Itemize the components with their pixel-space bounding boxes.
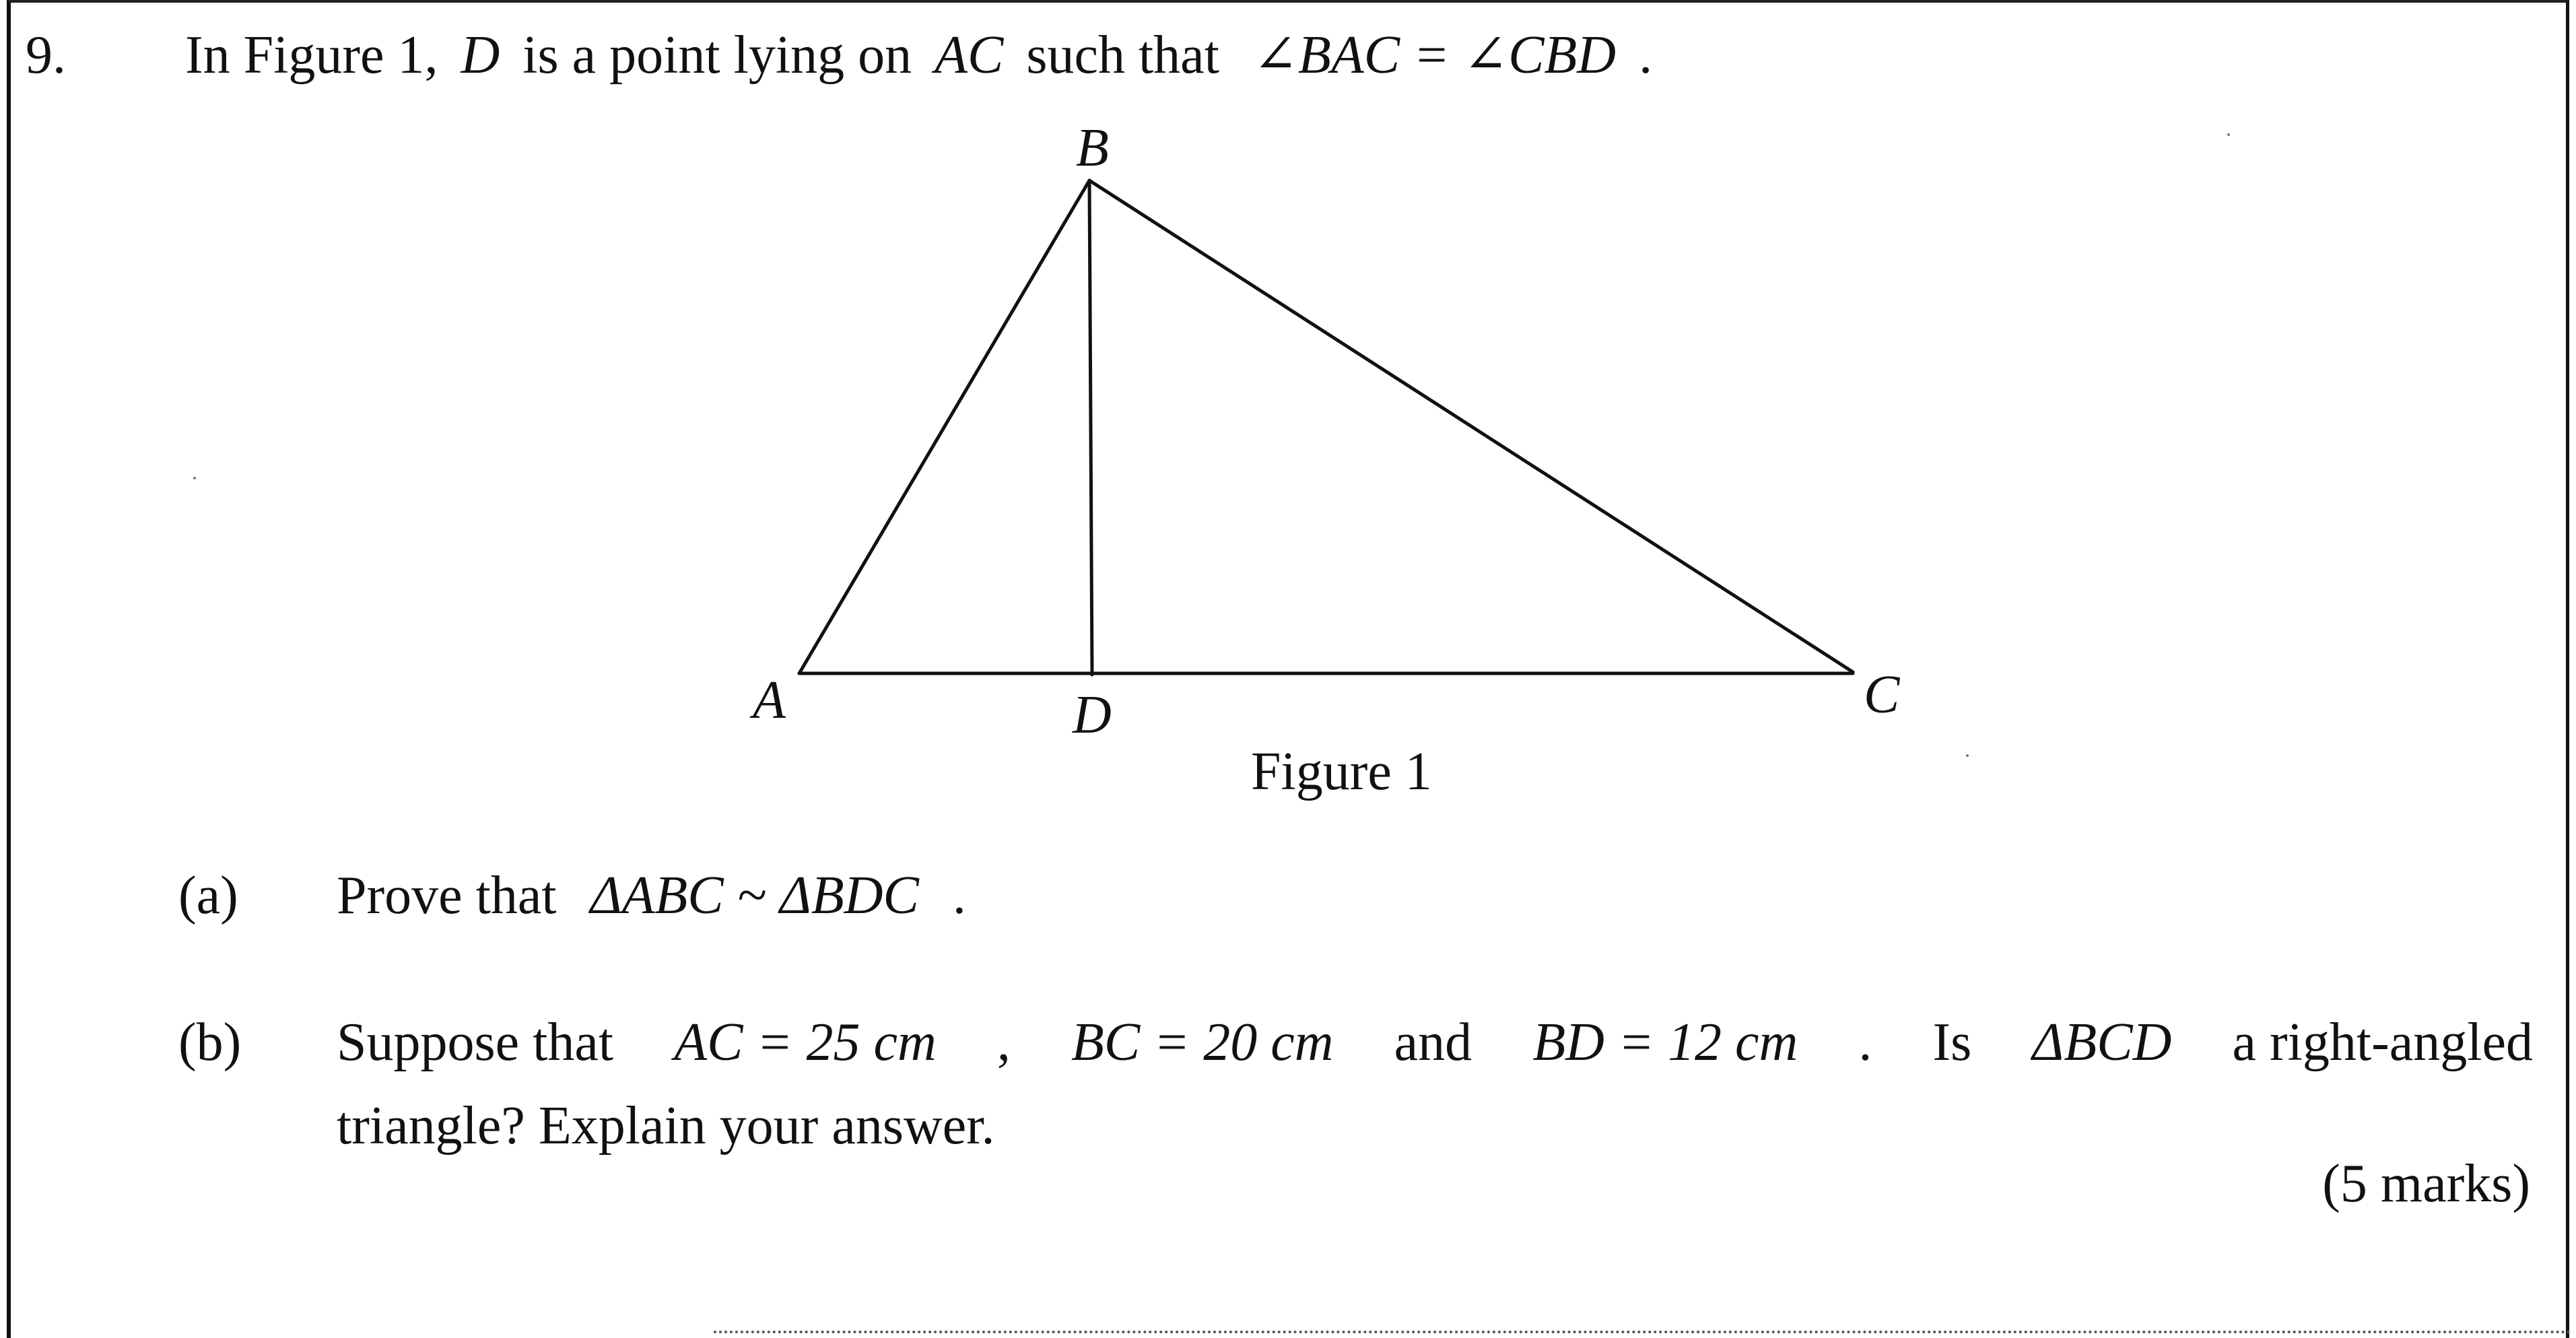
part-b-line-1 — [337, 1013, 2533, 1072]
segment-ab — [799, 180, 1089, 673]
segment-bc — [1089, 180, 1853, 672]
marks-allocation: (5 marks) — [2322, 1154, 2530, 1213]
scan-speck — [2227, 133, 2230, 136]
scan-speck — [1966, 754, 1969, 757]
segment-bd — [1089, 180, 1092, 675]
point-label-b: B — [1076, 119, 1109, 178]
part-b-is: Is — [1932, 1013, 1972, 1072]
stem-math-angle-equation: ∠BAC = ∠CBD — [1252, 26, 1617, 85]
part-b-period: . — [1858, 1013, 1872, 1072]
figure-caption: Figure 1 — [1251, 742, 1432, 801]
question-number: 9. — [26, 26, 66, 85]
part-a-text — [337, 866, 966, 925]
part-a-prompt: Prove that — [337, 866, 557, 925]
stem-math-d: D — [461, 26, 500, 85]
part-b-line-2: triangle? Explain your answer. — [337, 1096, 995, 1156]
part-b-tail: a right-angled — [2232, 1013, 2533, 1072]
part-a-similarity: ΔABC ~ ΔBDC — [590, 866, 919, 925]
part-b-label: (b) — [178, 1013, 242, 1072]
point-label-c: C — [1864, 665, 1900, 725]
point-label-a: A — [753, 671, 786, 730]
part-b-comma: , — [996, 1013, 1011, 1072]
scan-speck — [193, 477, 196, 479]
part-b-bd-length: BD = 12 cm — [1532, 1013, 1798, 1072]
stem-text-2: is a point lying on — [522, 26, 912, 85]
part-a-period: . — [952, 866, 966, 925]
stem-period: . — [1639, 26, 1653, 85]
part-b-ac-length: AC = 25 cm — [674, 1013, 937, 1072]
point-label-d: D — [1073, 685, 1112, 745]
stem-text-3: such that — [1026, 26, 1219, 85]
part-b-and: and — [1394, 1013, 1472, 1072]
part-b-suppose: Suppose that — [337, 1013, 614, 1072]
part-a-label: (a) — [178, 866, 238, 925]
part-b-bc-length: BC = 20 cm — [1071, 1013, 1334, 1072]
stem-math-ac: AC — [935, 26, 1004, 85]
part-b-triangle-bcd: ΔBCD — [2032, 1013, 2172, 1072]
stem-text-1: In Figure 1, — [185, 26, 438, 85]
